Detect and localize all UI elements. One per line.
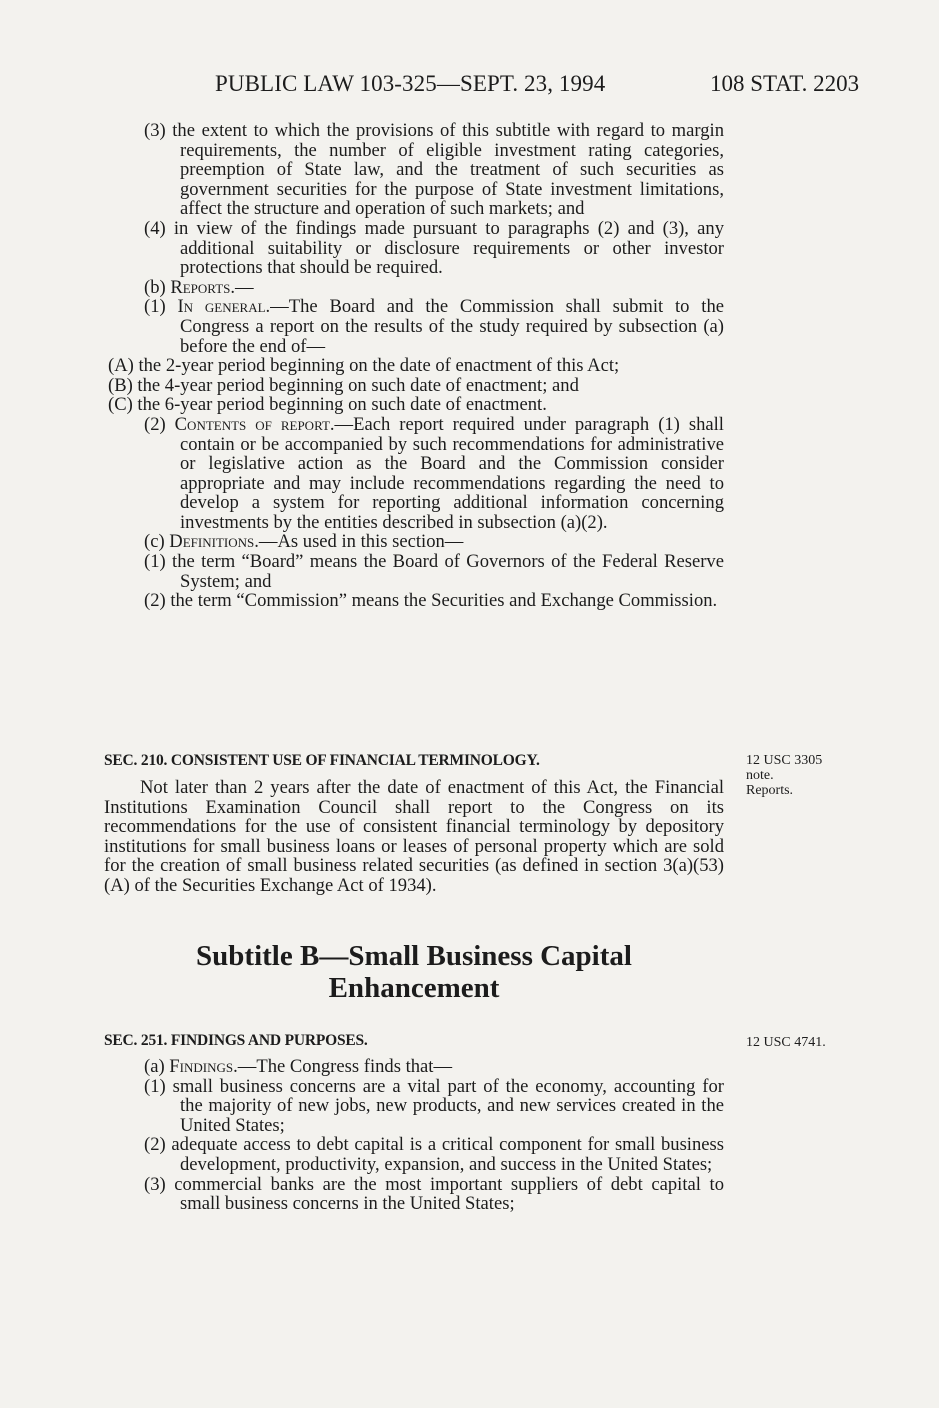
definition-commission: (2) the term “Commission” means the Securities and Exchange Commission. xyxy=(144,590,718,612)
section-251-heading: SEC. 251. FINDINGS AND PURPOSES. xyxy=(104,1032,368,1049)
subsection-b-heading: (b) Reports.— xyxy=(144,276,254,298)
reports-heading: Reports xyxy=(170,276,231,298)
paragraph-b2: (2) Contents of report.—Each report required under paragraph (1) shall contain or be accompanied by such recommendations for administrative or legislative action as the Board and the Commission consider appropriate and may include recommendations regarding the need to develop a system for reporting additional information concerning investments by the entities described in subsection (a)(2). xyxy=(144,413,724,533)
clause-b1a: (A) the 2-year period beginning on the date of enactment of this Act; xyxy=(108,355,620,377)
section-209-continued xyxy=(108,120,724,612)
section-251-body xyxy=(144,1057,724,1214)
section-210-heading: SEC. 210. CONSISTENT USE OF FINANCIAL TERMINOLOGY. xyxy=(104,752,540,769)
finding-3: (3) commercial banks are the most important suppliers of debt capital to small business concerns in the United States; xyxy=(144,1173,724,1215)
paragraph-a3: (3) the extent to which the provisions of this subtitle with regard to margin requirements, the number of eligible investment rating categories, preemption of State law, and the treatment of such securities as government securities for the purpose of State investment limitations, affect the structure and operation of such markets; and xyxy=(144,120,724,220)
subtitle-b-heading: Subtitle B—Small Business Capital Enhancement xyxy=(196,940,632,1004)
finding-2: (2) adequate access to debt capital is a critical component for small business development, productivity, expansion, and success in the United States; xyxy=(144,1134,724,1175)
section-210-body: Not later than 2 years after the date of enactment of this Act, the Financial Institutions Examination Council shall report to the Congress on its recommendations for the use of consistent financial terminology by depository institutions for small business loans or leases of personal property which are sold for the creation of small business related securities (as defined in section 3(a)(53)(A) of the Securities Exchange Act of 1934). xyxy=(104,777,724,896)
paragraph-a4: (4) in view of the findings made pursuant to paragraphs (2) and (3), any additional suitability or disclosure requirements or other investor protections that should be required. xyxy=(144,217,724,279)
subsection-a-findings: (a) Findings.—The Congress finds that— xyxy=(144,1056,453,1077)
contents-of-report-heading: Contents of report xyxy=(174,413,330,435)
clause-b1c: (C) the 6-year period beginning on such date of enactment. xyxy=(108,394,547,416)
section-210-margin-note: 12 USC 3305 note. Reports. xyxy=(746,753,823,798)
paragraph-b1: (1) In general.—The Board and the Commission shall submit to the Congress a report on the results of the study required by subsection (a) before the end of— xyxy=(144,296,724,357)
running-header-title: PUBLIC LAW 103-325—SEPT. 23, 1994 xyxy=(215,71,606,96)
in-general-heading: In general xyxy=(177,296,266,318)
section-251-margin-note: 12 USC 4741. xyxy=(746,1035,826,1050)
subsection-c-heading: (c) Definitions.—As used in this section— xyxy=(144,531,464,553)
definitions-heading: Definitions xyxy=(169,531,255,553)
running-header-stat-page: 108 STAT. 2203 xyxy=(710,71,860,96)
finding-1: (1) small business concerns are a vital part of the economy, accounting for the majority of new jobs, new products, and new services created in the United States; xyxy=(144,1075,724,1136)
findings-heading: Findings xyxy=(169,1056,234,1077)
definition-board: (1) the term “Board” means the Board of Governors of the Federal Reserve System; and xyxy=(144,551,724,592)
clause-b1b: (B) the 4-year period beginning on such date of enactment; and xyxy=(108,374,579,396)
